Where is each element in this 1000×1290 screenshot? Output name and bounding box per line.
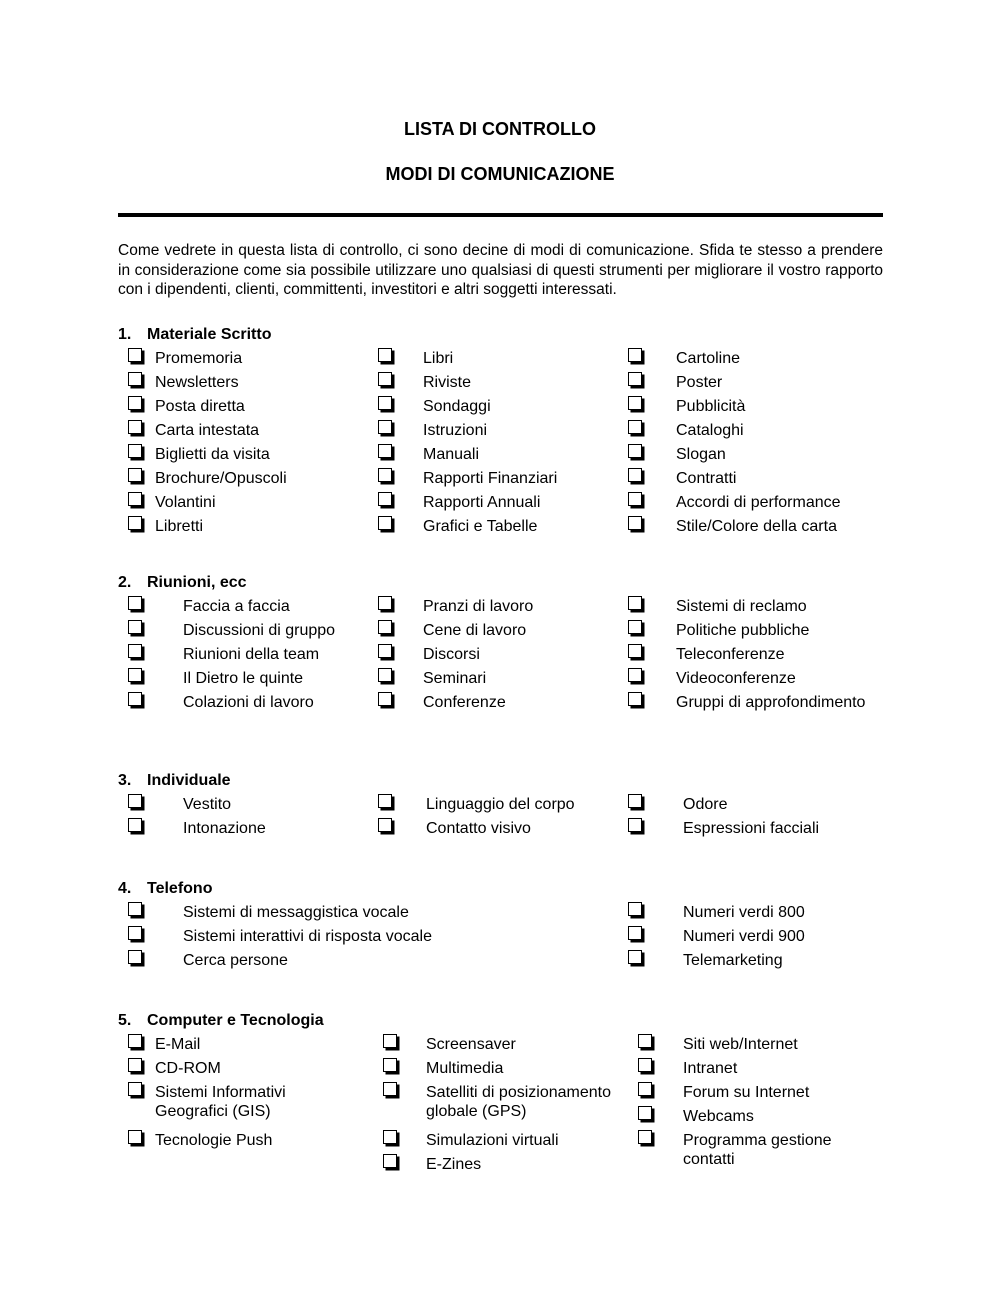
- section-title: Riunioni, ecc: [147, 574, 247, 591]
- checklist-item-label: Volantini: [155, 494, 216, 511]
- checkbox[interactable]: [628, 950, 642, 964]
- checklist-item-label: Programma gestione contatti: [683, 1132, 832, 1168]
- checkbox[interactable]: [628, 468, 642, 482]
- checklist-item-label: Sistemi di messaggistica vocale: [183, 904, 409, 921]
- checklist-item-label: Telemarketing: [683, 952, 783, 969]
- checklist-item-label: Stile/Colore della carta: [676, 518, 837, 535]
- checkbox[interactable]: [128, 692, 142, 706]
- checkbox[interactable]: [628, 492, 642, 506]
- checklist-item-label: Linguaggio del corpo: [426, 796, 575, 813]
- checkbox[interactable]: [383, 1130, 397, 1144]
- checklist-item-label: Siti web/Internet: [683, 1036, 798, 1053]
- checklist-item-label: CD-ROM: [155, 1060, 221, 1077]
- checklist-item-label: Politiche pubbliche: [676, 622, 810, 639]
- checklist-item-label: Multimedia: [426, 1060, 504, 1077]
- checklist-item-label: Discorsi: [423, 646, 480, 663]
- checkbox[interactable]: [628, 644, 642, 658]
- section-title: Telefono: [147, 880, 213, 897]
- checkbox[interactable]: [378, 492, 392, 506]
- checkbox[interactable]: [628, 596, 642, 610]
- checklist-item-label: Carta intestata: [155, 422, 260, 439]
- checklist-item-label: Vestito: [183, 796, 232, 813]
- title-divider: [118, 213, 883, 217]
- checklist-item-label: Sistemi di reclamo: [676, 598, 807, 615]
- checkbox[interactable]: [383, 1082, 397, 1096]
- checklist-item-label: Simulazioni virtuali: [426, 1132, 559, 1149]
- checklist-item-label: Sistemi Informativi Geografici (GIS): [155, 1084, 286, 1120]
- checkbox[interactable]: [378, 818, 392, 832]
- checklist-item-label: Sistemi interattivi di risposta vocale: [183, 928, 432, 945]
- checklist-item-label: Poster: [676, 374, 723, 391]
- checklist-item-label: Tecnologie Push: [155, 1132, 273, 1149]
- checklist-item-label: Riunioni della team: [183, 646, 320, 663]
- checklist-item-label: Cataloghi: [676, 422, 744, 439]
- checkbox[interactable]: [128, 516, 142, 530]
- checkbox[interactable]: [628, 372, 642, 386]
- checkbox[interactable]: [378, 396, 392, 410]
- checkbox[interactable]: [378, 516, 392, 530]
- checkbox[interactable]: [628, 692, 642, 706]
- checkbox[interactable]: [378, 620, 392, 634]
- checkbox[interactable]: [128, 348, 142, 362]
- checklist-item-label: Cene di lavoro: [423, 622, 527, 639]
- checkbox[interactable]: [128, 668, 142, 682]
- checklist-item-label: Manuali: [423, 446, 480, 463]
- section-number: 5.: [118, 1012, 132, 1029]
- checkbox[interactable]: [378, 348, 392, 362]
- checklist-item-label: Brochure/Opuscoli: [155, 470, 287, 487]
- checkbox[interactable]: [378, 692, 392, 706]
- checkbox[interactable]: [628, 444, 642, 458]
- checkbox[interactable]: [638, 1034, 652, 1048]
- checklist-item-label: E-Zines: [426, 1156, 482, 1173]
- section-title: Computer e Tecnologia: [147, 1012, 324, 1029]
- checkbox[interactable]: [128, 926, 142, 940]
- checkbox[interactable]: [628, 926, 642, 940]
- intro-paragraph: Come vedrete in questa lista di controllo, ci sono decine di modi di comunicazione. Sfida te stesso a prendere in considerazione come sia possibile utilizzare uno qualsiasi di questi strumenti per migliorare il vostro rapporto con i dipendenti, clienti, committenti, investitori e altri soggetti interessati.: [118, 242, 883, 298]
- checkbox[interactable]: [128, 396, 142, 410]
- section-number: 2.: [118, 574, 132, 591]
- checklist-item-label: Espressioni facciali: [683, 820, 820, 837]
- checklist-item-label: E-Mail: [155, 1036, 201, 1053]
- checkbox[interactable]: [128, 1034, 142, 1048]
- section-number: 3.: [118, 772, 132, 789]
- checkbox[interactable]: [128, 468, 142, 482]
- checklist-item-label: Pubblicità: [676, 398, 746, 415]
- checklist-item-label: Colazioni di lavoro: [183, 694, 314, 711]
- checklist-item-label: Posta diretta: [155, 398, 245, 415]
- checkbox[interactable]: [383, 1154, 397, 1168]
- checkbox[interactable]: [383, 1058, 397, 1072]
- section-title: Individuale: [147, 772, 231, 789]
- checklist-item-label: Grafici e Tabelle: [423, 518, 538, 535]
- checkbox[interactable]: [378, 668, 392, 682]
- checkbox[interactable]: [128, 818, 142, 832]
- checklist-item-label: Pranzi di lavoro: [423, 598, 534, 615]
- checkbox[interactable]: [128, 902, 142, 916]
- checkbox[interactable]: [128, 1130, 142, 1144]
- page-title: LISTA DI CONTROLLO: [404, 119, 596, 139]
- section-heading: [118, 880, 212, 898]
- checklist-item-label: Discussioni di gruppo: [183, 622, 336, 639]
- checkbox[interactable]: [628, 902, 642, 916]
- checkbox[interactable]: [628, 668, 642, 682]
- checklist-item-label: Cerca persone: [183, 952, 288, 969]
- checklist-item-label: Libri: [423, 350, 454, 367]
- checklist-item-label: Sondaggi: [423, 398, 491, 415]
- checklist-item-label: Contatto visivo: [426, 820, 531, 837]
- checklist-item-label: Conferenze: [423, 694, 506, 711]
- checklist-item-label: Screensaver: [426, 1036, 516, 1053]
- section-heading: [118, 772, 231, 790]
- checklist-item-label: Odore: [683, 796, 728, 813]
- checklist-item-label: Contratti: [676, 470, 737, 487]
- checkbox[interactable]: [628, 620, 642, 634]
- checklist-item-label: Il Dietro le quinte: [183, 670, 304, 687]
- checklist-item-label: Intranet: [683, 1060, 738, 1077]
- checkbox[interactable]: [128, 372, 142, 386]
- checklist-item-label: Accordi di performance: [676, 494, 841, 511]
- checkbox[interactable]: [638, 1130, 652, 1144]
- checkbox[interactable]: [378, 372, 392, 386]
- section-heading: [118, 1012, 324, 1030]
- checkbox[interactable]: [628, 396, 642, 410]
- checklist-item-label: Faccia a faccia: [183, 598, 290, 615]
- checklist-item-label: Libretti: [155, 518, 204, 535]
- checklist-item-label: Istruzioni: [423, 422, 488, 439]
- section-title: Materiale Scritto: [147, 326, 272, 343]
- checklist-item-label: Biglietti da visita: [155, 446, 270, 463]
- checklist-item-label: Webcams: [683, 1108, 754, 1125]
- checklist-item-label: Forum su Internet: [683, 1084, 810, 1101]
- checklist-item-label: Numeri verdi 900: [683, 928, 805, 945]
- checklist-item-label: Rapporti Annuali: [423, 494, 541, 511]
- checklist-item-label: Satelliti di posizionamento globale (GPS): [426, 1084, 611, 1120]
- checklist-item-label: Rapporti Finanziari: [423, 470, 558, 487]
- checklist-item-label: Slogan: [676, 446, 726, 463]
- checkbox[interactable]: [128, 794, 142, 808]
- checkbox[interactable]: [378, 644, 392, 658]
- checklist-item-label: Newsletters: [155, 374, 239, 391]
- checklist-item-label: Teleconferenze: [676, 646, 785, 663]
- page-subtitle: MODI DI COMUNICAZIONE: [385, 164, 615, 184]
- section-heading: [118, 574, 247, 592]
- checkbox[interactable]: [128, 1058, 142, 1072]
- checkbox[interactable]: [128, 444, 142, 458]
- checkbox[interactable]: [128, 596, 142, 610]
- checkbox[interactable]: [628, 348, 642, 362]
- checkbox[interactable]: [628, 420, 642, 434]
- checkbox[interactable]: [383, 1034, 397, 1048]
- checklist-item-label: Promemoria: [155, 350, 243, 367]
- checkbox[interactable]: [638, 1082, 652, 1096]
- checkbox[interactable]: [128, 950, 142, 964]
- checkbox[interactable]: [378, 794, 392, 808]
- checklist-item-label: Numeri verdi 800: [683, 904, 805, 921]
- checkbox[interactable]: [378, 468, 392, 482]
- checkbox[interactable]: [628, 516, 642, 530]
- checklist-item-label: Seminari: [423, 670, 487, 687]
- checkbox[interactable]: [378, 596, 392, 610]
- checkbox[interactable]: [638, 1106, 652, 1120]
- checklist-item-label: Intonazione: [183, 820, 266, 837]
- checkbox[interactable]: [128, 1082, 142, 1096]
- checkbox[interactable]: [378, 444, 392, 458]
- checkbox[interactable]: [638, 1058, 652, 1072]
- section-number: 4.: [118, 880, 132, 897]
- checklist-item-label: Videoconferenze: [676, 670, 796, 687]
- checkbox[interactable]: [128, 644, 142, 658]
- checkbox[interactable]: [378, 420, 392, 434]
- section-number: 1.: [118, 326, 132, 343]
- checkbox[interactable]: [128, 492, 142, 506]
- checkbox[interactable]: [628, 818, 642, 832]
- checklist-item-label: Gruppi di approfondimento: [676, 694, 866, 711]
- section-heading: [118, 326, 271, 344]
- checklist-item-label: Cartoline: [676, 350, 741, 367]
- checkbox[interactable]: [628, 794, 642, 808]
- checkbox[interactable]: [128, 420, 142, 434]
- checkbox[interactable]: [128, 620, 142, 634]
- checklist-item-label: Riviste: [423, 374, 472, 391]
